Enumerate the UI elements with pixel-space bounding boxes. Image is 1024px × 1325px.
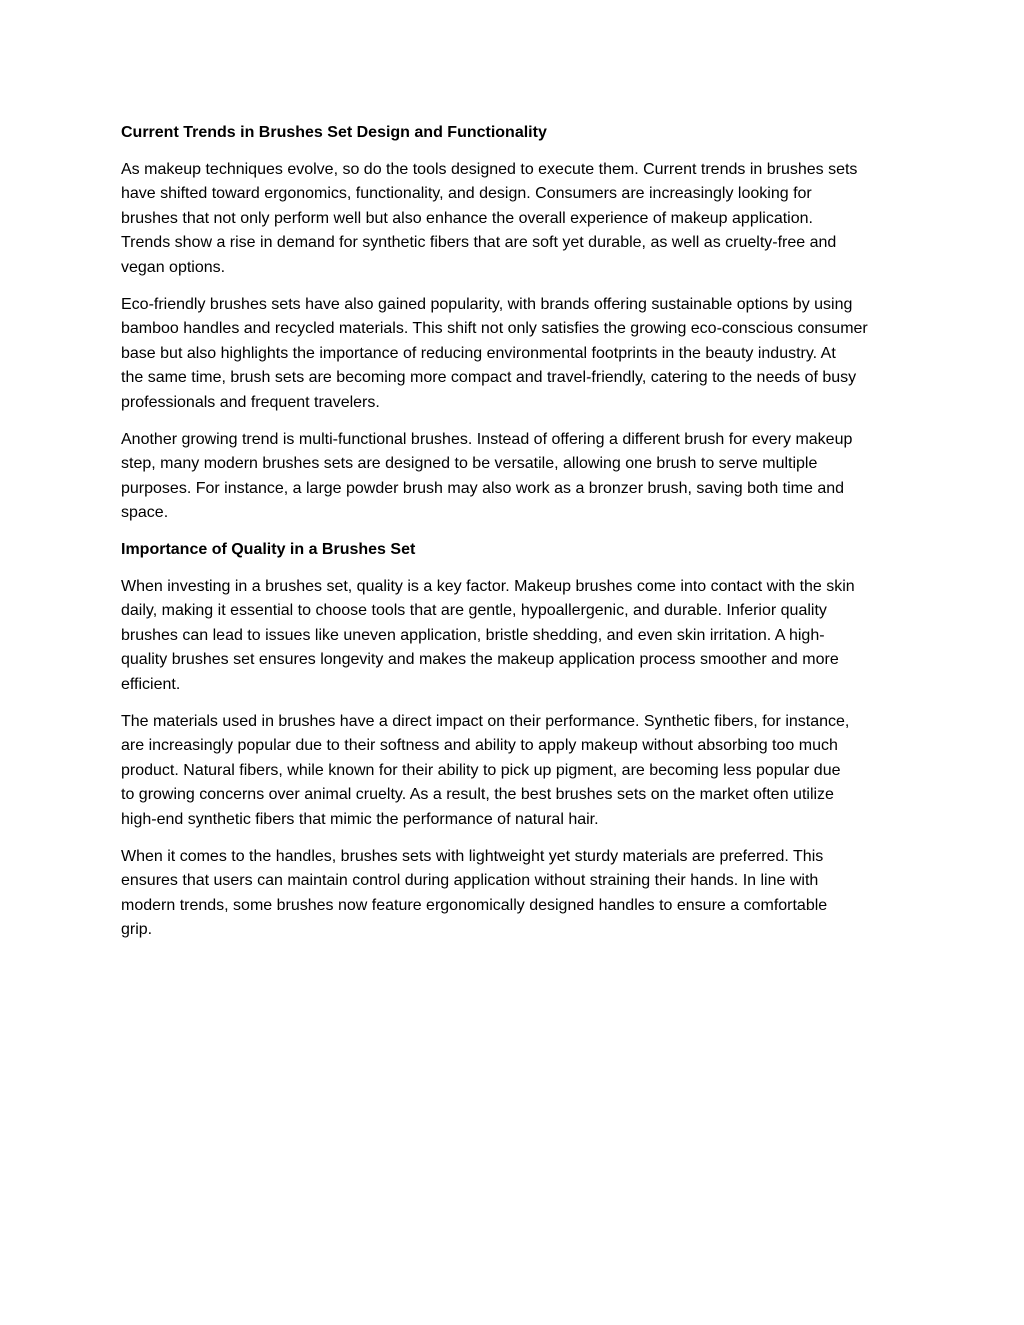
- paragraph-line: the same time, brush sets are becoming more compact and travel-friendly, catering to the needs of busy: [121, 369, 857, 386]
- paragraph-line: efficient.: [121, 675, 181, 693]
- paragraph-line: have shifted toward ergonomics, functionality, and design. Consumers are increasingly looking for: [121, 185, 812, 202]
- paragraph-line: grip.: [121, 921, 153, 938]
- paragraph-line: bamboo handles and recycled materials. This shift not only satisfies the growing eco-conscious consumer: [121, 320, 868, 337]
- paragraph: [121, 293, 911, 416]
- paragraph-line: Trends show a rise in demand for synthetic fibers that are soft yet durable, as well as cruelty-free and: [121, 234, 837, 251]
- paragraph-line: As makeup techniques evolve, so do the tools designed to execute them. Current trends in brushes sets: [121, 160, 858, 178]
- section-heading: Current Trends in Brushes Set Design and Functionality: [121, 124, 547, 141]
- paragraph-line: modern trends, some brushes now feature ergonomically designed handles to ensure a comfortable: [121, 896, 828, 914]
- paragraph-line: vegan options.: [121, 258, 226, 276]
- paragraph-line: to growing concerns over animal cruelty. As a result, the best brushes sets on the market often utilize: [121, 786, 834, 803]
- paragraph-line: daily, making it essential to choose tools that are gentle, hypoallergenic, and durable. Inferior quality: [121, 602, 827, 619]
- section-heading: Importance of Quality in a Brushes Set: [121, 541, 416, 558]
- paragraph-line: brushes that not only perform well but also enhance the overall experience of makeup application.: [121, 209, 813, 227]
- paragraph-line: When it comes to the handles, brushes sets with lightweight yet sturdy materials are preferred. This: [121, 847, 824, 865]
- paragraph-line: The materials used in brushes have a direct impact on their performance. Synthetic fibers, for instance,: [121, 712, 850, 730]
- paragraph-line: Eco-friendly brushes sets have also gained popularity, with brands offering sustainable options by using: [121, 295, 853, 313]
- document-page: [121, 121, 911, 955]
- paragraph-line: space.: [121, 504, 169, 521]
- paragraph-line: When investing in a brushes set, quality is a key factor. Makeup brushes come into contact with the skin: [121, 577, 855, 595]
- paragraph-line: quality brushes set ensures longevity and makes the makeup application process smoother and more: [121, 651, 839, 668]
- paragraph-line: base but also highlights the importance of reducing environmental footprints in the beauty industry. At: [121, 344, 836, 362]
- paragraph-line: are increasingly popular due to their softness and ability to apply makeup without absorbing too much: [121, 737, 838, 754]
- paragraph: [121, 575, 911, 698]
- paragraph-line: high-end synthetic fibers that mimic the performance of natural hair.: [121, 810, 599, 828]
- paragraph-line: step, many modern brushes sets are designed to be versatile, allowing one brush to serve multiple: [121, 455, 818, 472]
- paragraph-line: brushes can lead to issues like uneven application, bristle shedding, and even skin irritation. A high-: [121, 626, 825, 644]
- paragraph-line: ensures that users can maintain control during application without straining their hands. In line with: [121, 872, 819, 889]
- paragraph: [121, 428, 911, 526]
- paragraph-line: Another growing trend is multi-functional brushes. Instead of offering a different brush for every makeup: [121, 430, 853, 448]
- paragraph-line: purposes. For instance, a large powder brush may also work as a bronzer brush, saving both time and: [121, 479, 845, 497]
- paragraph: [121, 845, 911, 943]
- paragraph: [121, 710, 911, 833]
- paragraph-line: professionals and frequent travelers.: [121, 393, 380, 411]
- paragraph-line: product. Natural fibers, while known for their ability to pick up pigment, are becoming less popular due: [121, 761, 841, 779]
- paragraph: [121, 158, 911, 281]
